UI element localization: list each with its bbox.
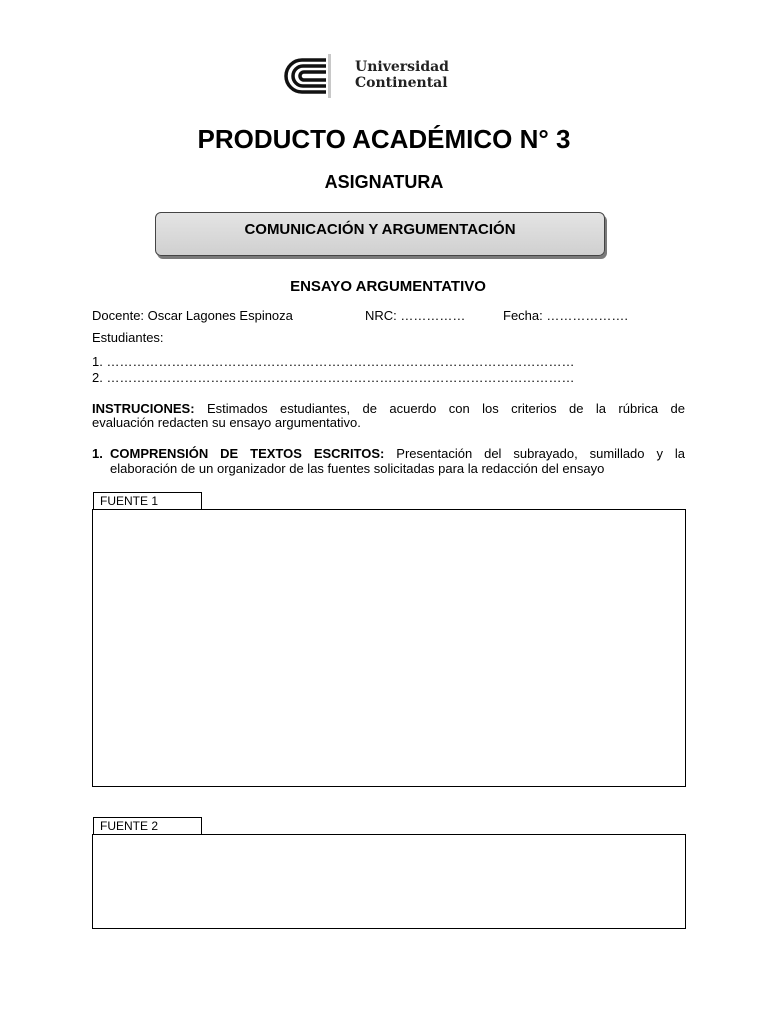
student-line: ……………………………………………………………………………………………… — [106, 370, 575, 385]
student-line: ……………………………………………………………………………………………… — [106, 354, 575, 369]
student-number: 2. — [92, 370, 103, 385]
course-name: COMUNICACIÓN Y ARGUMENTACIÓN — [244, 221, 516, 238]
university-logo — [280, 54, 455, 98]
instructions-label: INSTRUCIONES: — [92, 401, 195, 416]
page-title: PRODUCTO ACADÉMICO N° 3 — [197, 124, 571, 154]
instructions-line-1 — [92, 401, 685, 416]
student-row-2 — [92, 370, 652, 385]
source-1-box[interactable] — [92, 509, 686, 787]
section-1-text-2: elaboración de un organizador de las fuentes solicitadas para la redacción del ensayo — [110, 461, 605, 476]
essay-title: ENSAYO ARGUMENTATIVO — [290, 278, 486, 295]
logo-line-1: Universidad — [355, 59, 449, 75]
section-1-number: 1. — [92, 446, 103, 461]
source-1-label: FUENTE 1 — [93, 492, 202, 510]
section-1-label: COMPRENSIÓN DE TEXTOS ESCRITOS: — [110, 446, 385, 461]
subject-heading: ASIGNATURA — [324, 172, 444, 192]
student-row-1 — [92, 354, 652, 369]
logo-text — [355, 59, 449, 91]
nrc-field: NRC: …………… — [365, 308, 466, 323]
logo-line-2: Continental — [355, 75, 448, 91]
fecha-field: Fecha: ………………. — [503, 308, 628, 323]
course-name-box — [155, 212, 605, 256]
universidad-continental-logo-icon — [280, 54, 350, 98]
instructions-text-2: evaluación redacten su ensayo argumentativo. — [92, 415, 361, 430]
source-2-box[interactable] — [92, 834, 686, 929]
docente-field: Docente: Oscar Lagones Espinoza — [92, 308, 293, 323]
section-1-text-1: Presentación del subrayado, sumillado y la — [396, 446, 685, 461]
source-2-label: FUENTE 2 — [93, 817, 202, 835]
section-1-line-1 — [110, 446, 685, 461]
student-number: 1. — [92, 354, 103, 369]
instructions-text-1: Estimados estudiantes, de acuerdo con los criterios de la rúbrica de — [206, 401, 685, 416]
students-label: Estudiantes: — [92, 330, 164, 345]
